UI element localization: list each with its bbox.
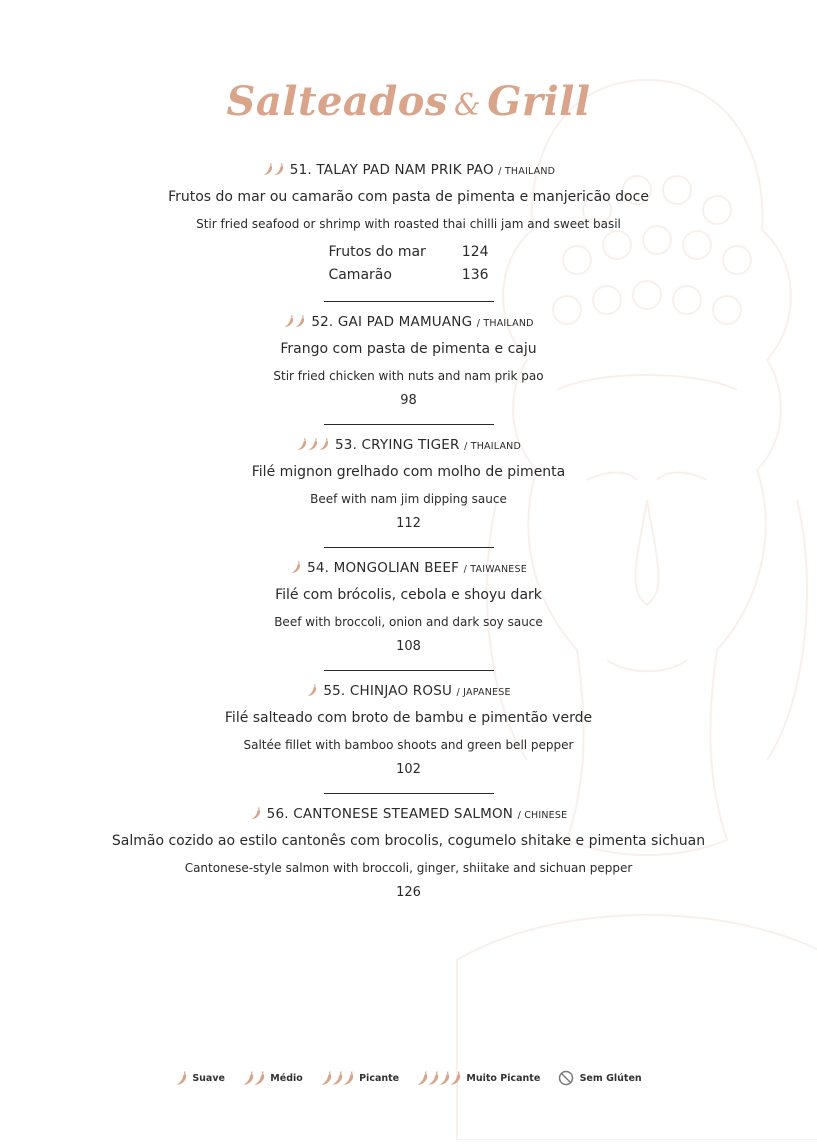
dish-description-en: Beef with nam jim dipping sauce	[310, 492, 507, 506]
chilli-glyph	[342, 1070, 355, 1086]
dish-description-pt: Filé com brócolis, cebola e shoyu dark	[275, 587, 542, 603]
chilli-glyph	[306, 683, 318, 697]
dish-price: 112	[396, 516, 421, 531]
spice-level-icon	[296, 437, 329, 457]
divider	[324, 547, 494, 548]
dish-origin: / THAILAND	[498, 166, 556, 177]
chilli-glyph	[290, 560, 302, 574]
legend-label: Médio	[270, 1072, 303, 1084]
chilli-glyph	[294, 314, 306, 328]
dish-name: 56. CANTONESE STEAMED SALMON	[266, 806, 514, 822]
option-label: Camarão	[328, 267, 392, 283]
chilli-glyph	[273, 162, 285, 176]
option-price: 124	[461, 244, 489, 260]
legend-label: Sem Glúten	[579, 1072, 642, 1084]
legend-label: Suave	[192, 1072, 225, 1084]
chilli-glyph	[449, 1070, 462, 1086]
dish-heading	[0, 681, 817, 703]
legend-label: Picante	[359, 1072, 400, 1084]
dish-origin: / CHINESE	[517, 810, 568, 821]
dish-description-pt: Frutos do mar ou camarão com pasta de pimenta e manjericão doce	[168, 189, 649, 205]
dish-description-pt: Salmão cozido ao estilo cantonês com brocolis, cogumelo shitake e pimenta sichuan	[111, 833, 706, 849]
dish-56	[0, 804, 817, 902]
option-label: Frutos do mar	[328, 244, 426, 260]
dish-51	[0, 160, 817, 287]
chilli-icon	[320, 1073, 353, 1084]
no-gluten-icon	[558, 1070, 574, 1086]
dish-53	[0, 435, 817, 533]
dish-origin: / THAILAND	[464, 441, 521, 452]
divider	[324, 670, 494, 671]
spice-level-icon	[290, 560, 301, 580]
dish-description-en: Stir fried chicken with nuts and nam prik pao	[273, 369, 544, 383]
title-ampersand: &	[453, 88, 482, 123]
dish-origin: / TAIWANESE	[463, 564, 527, 575]
spice-level-icon	[283, 314, 305, 334]
dish-price: 98	[400, 393, 417, 408]
chilli-icon	[242, 1073, 264, 1084]
legend-item-suave	[175, 1070, 225, 1086]
chilli-icon	[416, 1073, 460, 1084]
dish-description-en: Beef with broccoli, onion and dark soy sauce	[274, 615, 543, 629]
chilli-icon	[175, 1073, 186, 1084]
spice-level-icon	[262, 162, 284, 182]
legend-item-medio	[242, 1070, 302, 1086]
chilli-glyph	[175, 1070, 188, 1086]
legend-item-muito-picante	[416, 1070, 540, 1086]
spice-level-icon	[250, 806, 261, 826]
chilli-glyph	[318, 437, 330, 451]
dish-heading	[0, 435, 817, 457]
dish-description-en: Cantonese-style salmon with broccoli, ginger, shiitake and sichuan pepper	[184, 861, 633, 875]
dish-description-pt: Filé salteado com broto de bambu e pimentão verde	[224, 710, 593, 726]
page-title	[0, 78, 817, 125]
title-left: Salteados	[226, 78, 448, 125]
legend-item-sem-gluten	[558, 1070, 642, 1086]
dish-55	[0, 681, 817, 779]
dish-price: 108	[396, 639, 421, 654]
dish-origin: / THAILAND	[476, 318, 534, 329]
dish-name: 51. TALAY PAD NAM PRIK PAO	[289, 162, 494, 178]
dish-description-en: Stir fried seafood or shrimp with roasted thai chilli jam and sweet basil	[196, 217, 621, 231]
spice-legend	[0, 1070, 817, 1086]
legend-item-picante	[320, 1070, 399, 1086]
dish-description-en: Saltée fillet with bamboo shoots and green bell pepper	[243, 738, 574, 752]
option-price: 136	[461, 267, 489, 283]
dish-name: 53. CRYING TIGER	[335, 437, 460, 453]
dish-price: 126	[396, 885, 421, 900]
dish-heading	[0, 312, 817, 334]
dish-heading	[0, 160, 817, 182]
chilli-glyph	[253, 1070, 266, 1086]
dish-54	[0, 558, 817, 656]
dish-price: 102	[396, 762, 421, 777]
dish-description-pt: Filé mignon grelhado com molho de pimenta	[251, 464, 566, 480]
dish-heading	[0, 558, 817, 580]
spice-level-icon	[306, 683, 317, 703]
menu-list	[0, 150, 817, 902]
dish-description-pt: Frango com pasta de pimenta e caju	[280, 341, 537, 357]
legend-label: Muito Picante	[466, 1072, 541, 1084]
dish-origin: / JAPANESE	[456, 687, 511, 698]
divider	[324, 301, 494, 302]
price-option-row	[328, 241, 488, 264]
dish-name: 55. CHINJAO ROSU	[323, 683, 453, 699]
dish-heading	[0, 804, 817, 826]
dish-name: 54. MONGOLIAN BEEF	[307, 560, 460, 576]
title-right: Grill	[487, 78, 591, 125]
price-options	[328, 241, 488, 287]
chilli-glyph	[250, 806, 262, 820]
divider	[324, 793, 494, 794]
price-option-row	[328, 264, 488, 287]
divider	[324, 424, 494, 425]
dish-name: 52. GAI PAD MAMUANG	[311, 314, 473, 330]
dish-52	[0, 312, 817, 410]
